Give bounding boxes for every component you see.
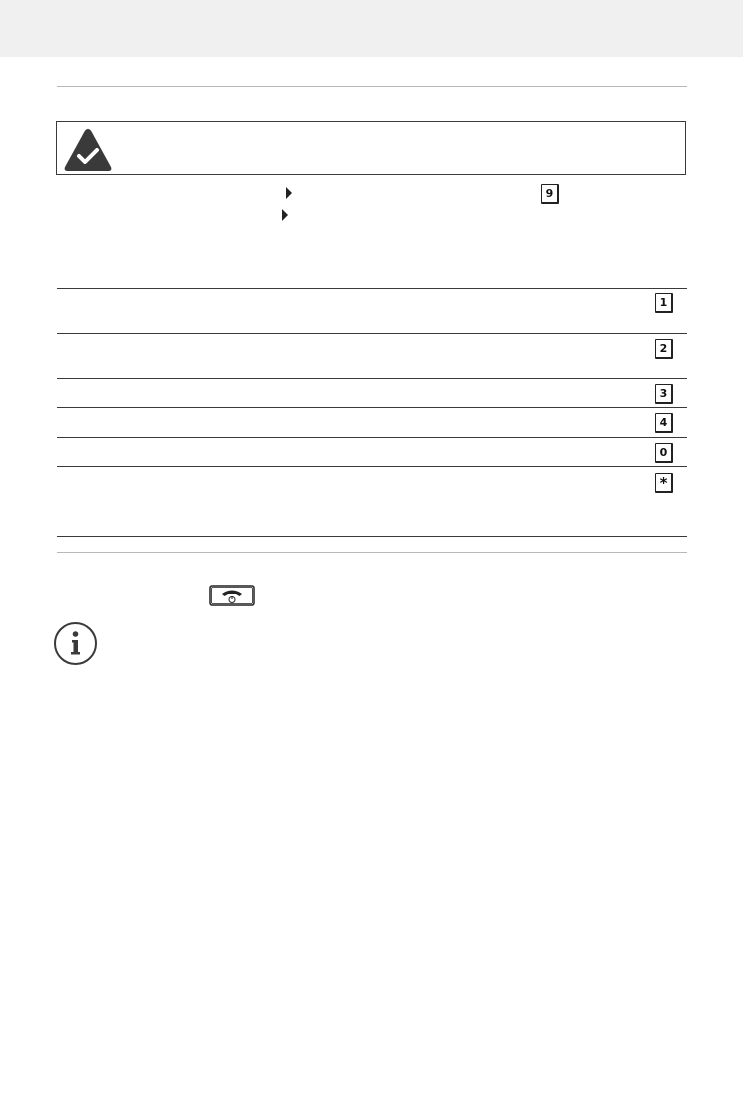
key-star: * bbox=[655, 473, 673, 493]
section-divider bbox=[57, 552, 687, 553]
key-3: 3 bbox=[655, 384, 673, 404]
arrow-right-icon bbox=[286, 187, 292, 199]
table-row-rule bbox=[57, 378, 687, 379]
table-row-rule bbox=[57, 466, 687, 467]
arrow-right-icon bbox=[282, 209, 288, 221]
end-call-key-icon bbox=[209, 585, 255, 606]
table-row-rule bbox=[57, 437, 687, 438]
prerequisite-box bbox=[56, 121, 686, 175]
table-row-rule bbox=[57, 333, 687, 334]
check-triangle-icon bbox=[63, 127, 113, 173]
key-2: 2 bbox=[655, 339, 673, 359]
table-bottom-rule bbox=[57, 536, 687, 537]
page-header-band bbox=[0, 0, 743, 57]
key-9: 9 bbox=[541, 184, 559, 204]
top-divider bbox=[57, 86, 687, 87]
key-1: 1 bbox=[655, 293, 673, 313]
info-icon bbox=[53, 621, 98, 666]
table-top-rule bbox=[57, 288, 687, 289]
table-row-rule bbox=[57, 407, 687, 408]
key-0: 0 bbox=[655, 443, 673, 463]
key-4: 4 bbox=[655, 413, 673, 433]
